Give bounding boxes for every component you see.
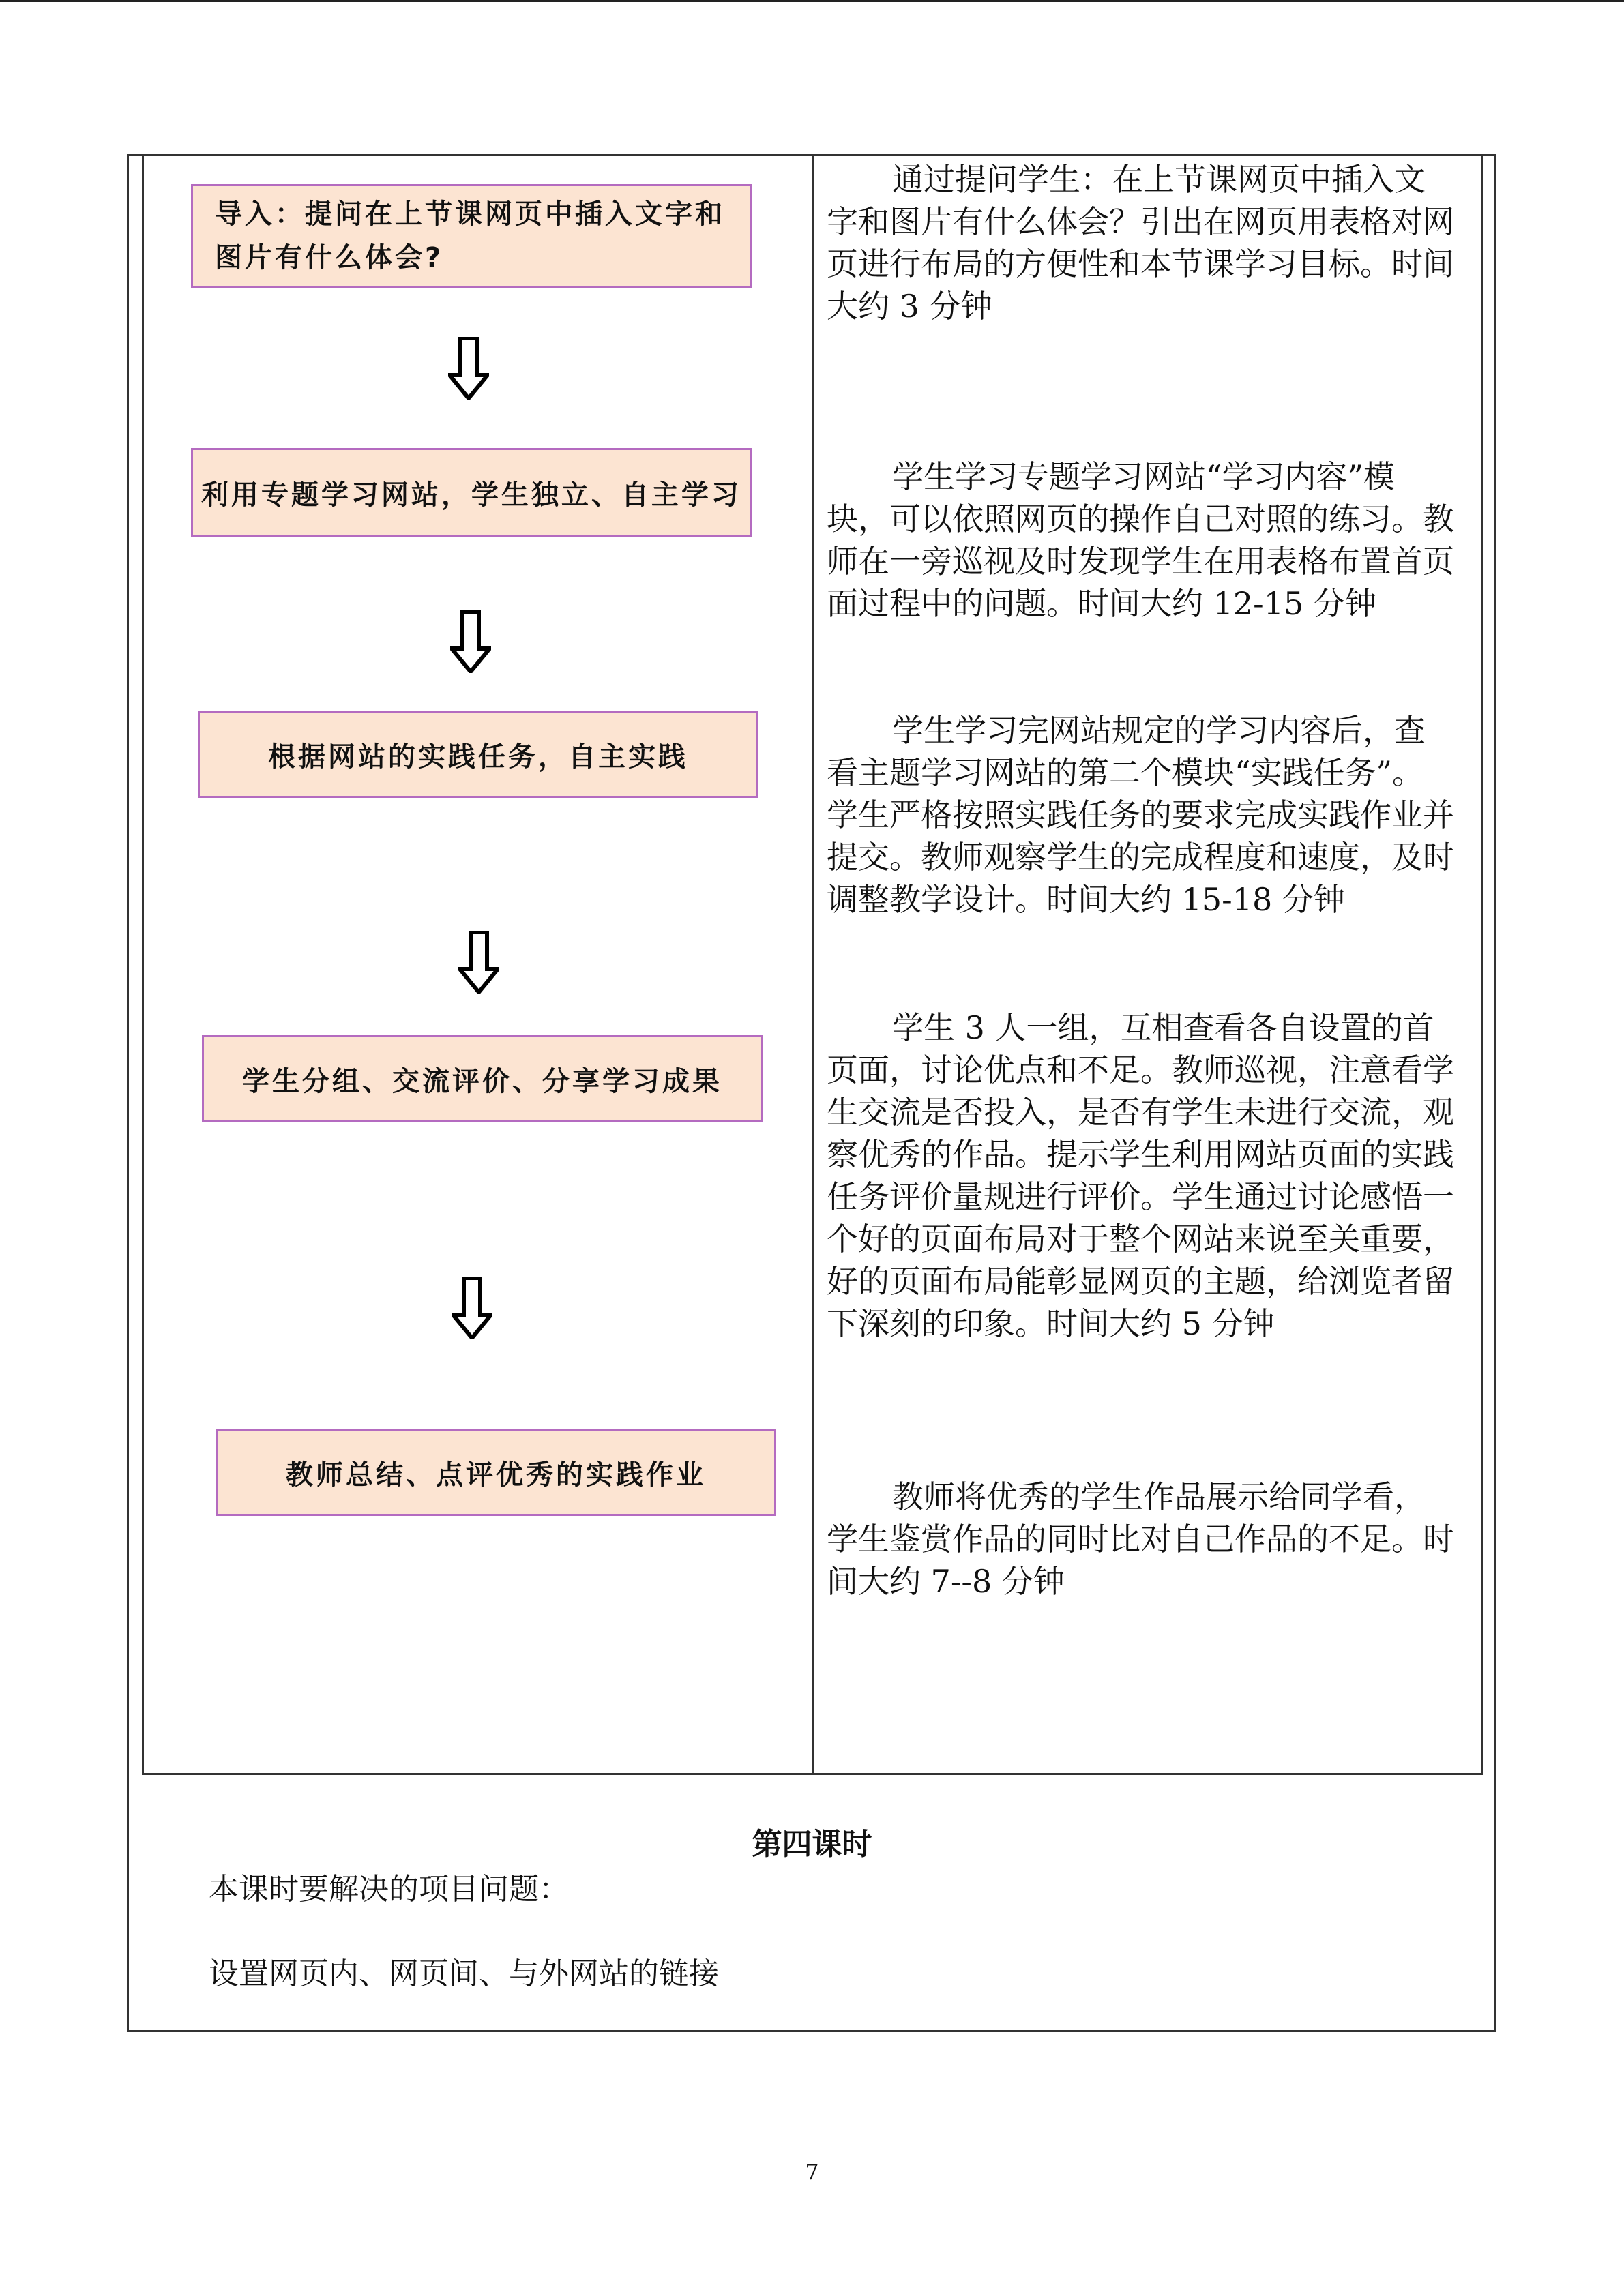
down-arrow-icon: [452, 1277, 492, 1339]
lesson-title: 第四课时: [752, 1827, 872, 1862]
down-arrow-icon: [448, 337, 489, 400]
lesson-question-label: 本课时要解决的项目问题：: [209, 1872, 569, 1907]
flow-step-practice: [198, 711, 758, 798]
step-description: 学生 3 人一组，互相查看各自设置的首页面，讨论优点和不足。教师巡视，注意看学生交流是否投入，是否有学生未进行交流，观察优秀的作品。提示学生利用网站页面的实践任务评价量规进行评价。学生通过讨论感悟一个好的页面布局对于整个网站来说至关重要，好的页面布局能彰显网页的主题，给浏览者留下深刻的印象。时间大约 5 分钟: [827, 1009, 1454, 1342]
flow-step-teacher-summary: [216, 1429, 776, 1516]
down-arrow-icon: [458, 931, 499, 994]
top-border-line: [0, 0, 1624, 2]
lesson-question: 设置网页内、网页间、与外网站的链接: [209, 1956, 719, 1991]
flow-step-intro: [191, 184, 752, 288]
flow-step-label: 利用专题学习网站，学生独立、自主学习: [201, 479, 741, 511]
step-description: 通过提问学生：在上节课网页中插入文字和图片有什么体会？引出在网页用表格对网页进行布局的方便性和本节课学习目标。时间大约 3 分钟: [827, 161, 1454, 325]
flow-step-label: 学生分组、交流评价、分享学习成果: [242, 1065, 722, 1097]
step-description: 学生学习专题学习网站“学习内容”模块，可以依照网页的操作自己对照的练习。教师在一旁巡视及时发现学生在用表格布置首页面过程中的问题。时间大约 12-15 分钟: [827, 458, 1454, 622]
step-description: 教师将优秀的学生作品展示给同学看，学生鉴赏作品的同时比对自己作品的不足。时间大约 7--8 分钟: [827, 1478, 1454, 1600]
flow-step-self-study: [191, 448, 752, 537]
flow-step-group-review: [202, 1035, 763, 1122]
flow-step-label: 教师总结、点评优秀的实践作业: [286, 1459, 706, 1491]
down-arrow-icon: [450, 610, 491, 673]
inner-right-border: [1481, 154, 1483, 1775]
column-divider: [812, 154, 814, 1775]
page-number: 7: [805, 2159, 819, 2185]
flow-step-label: 导入：提问在上节课网页中插入文字和图片有什么体会?: [215, 198, 725, 273]
flow-step-label: 根据网站的实践任务，自主实践: [268, 741, 688, 773]
step-description: 学生学习完网站规定的学习内容后，查看主题学习网站的第二个模块“实践任务”。学生严格按照实践任务的要求完成实践作业并提交。教师观察学生的完成程度和速度，及时调整教学设计。时间大约 15-18 分钟: [827, 712, 1454, 918]
